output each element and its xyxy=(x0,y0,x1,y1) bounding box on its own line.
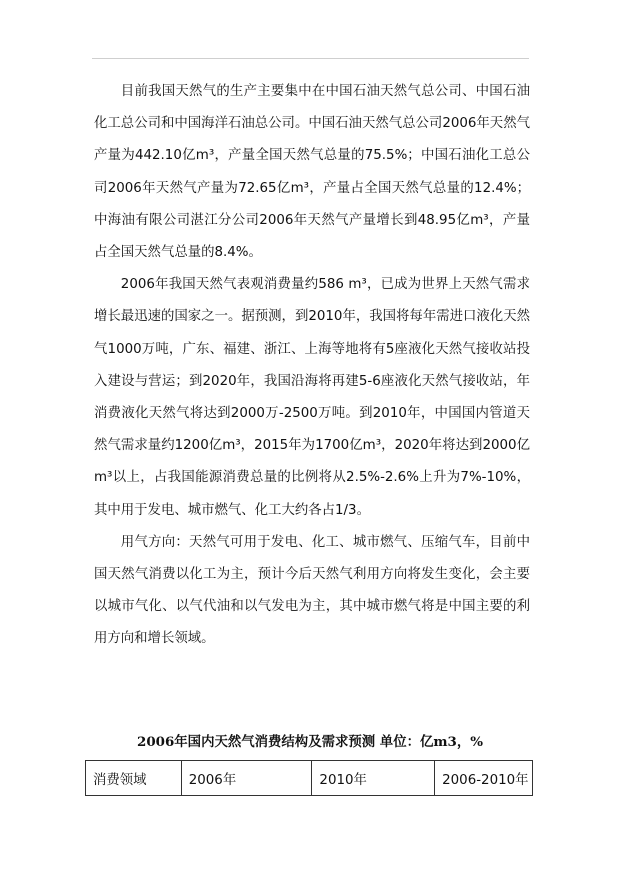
header-cell-2006-2010: 2006-2010年 xyxy=(435,761,533,796)
table-title: 2006年国内天然气消费结构及需求预测 单位：亿m3，% xyxy=(137,734,483,750)
document-body xyxy=(94,76,530,656)
table-header-row xyxy=(86,761,533,796)
header-cell-2006: 2006年 xyxy=(181,761,312,796)
paragraph-gas-usage: 用气方向：天然气可用于发电、化工、城市燃气、压缩气车，目前中国天然气消费以化工为主，预计今后天然气利用方向将发生变化，会主要以城市气化、以气代油和以气发电为主，其中城市燃气将是中国主要的利用方向和增长领域。 xyxy=(94,534,530,647)
header-cell-sector: 消费领域 xyxy=(86,761,182,796)
header-cell-2010: 2010年 xyxy=(312,761,435,796)
paragraph-gas-production: 目前我国天然气的生产主要集中在中国石油天然气总公司、中国石油化工总公司和中国海洋石油总公司。中国石油天然气总公司2006年天然气产量为442.10亿m³，产量全国天然气总量的75.5%；中国石油化工总公司2006年天然气产量为72.65亿m³，产量占全国天然气总量的12.4%；中海油有限公司湛江分公司2006年天然气产量增长到48.95亿m³，产量占全国天然气总量的8.4%。 xyxy=(94,84,530,261)
paragraph-gas-consumption: 2006年我国天然气表观消费量约586 m³，已成为世界上天然气需求增长最迅速的国家之一。据预测，到2010年，我国将每年需进口液化天然气1000万吨，广东、福建、浙江、上海等地将有5座液化天然气接收站投入建设与营运；到2020年，我国沿海将再建5-6座液化天然气接收站，年消费液化天然气将达到2000万-2500万吨。到2010年，中国国内管道天然气需求量约1200亿m³，2015年为1700亿m³，2020年将达到2000亿m³以上，占我国能源消费总量的比例将从2.5%-2.6%上升为7%-10%，其中用于发电、城市燃气、化工大约各占1/3。 xyxy=(94,277,530,518)
consumption-table xyxy=(85,760,533,796)
header-rule xyxy=(92,58,529,59)
